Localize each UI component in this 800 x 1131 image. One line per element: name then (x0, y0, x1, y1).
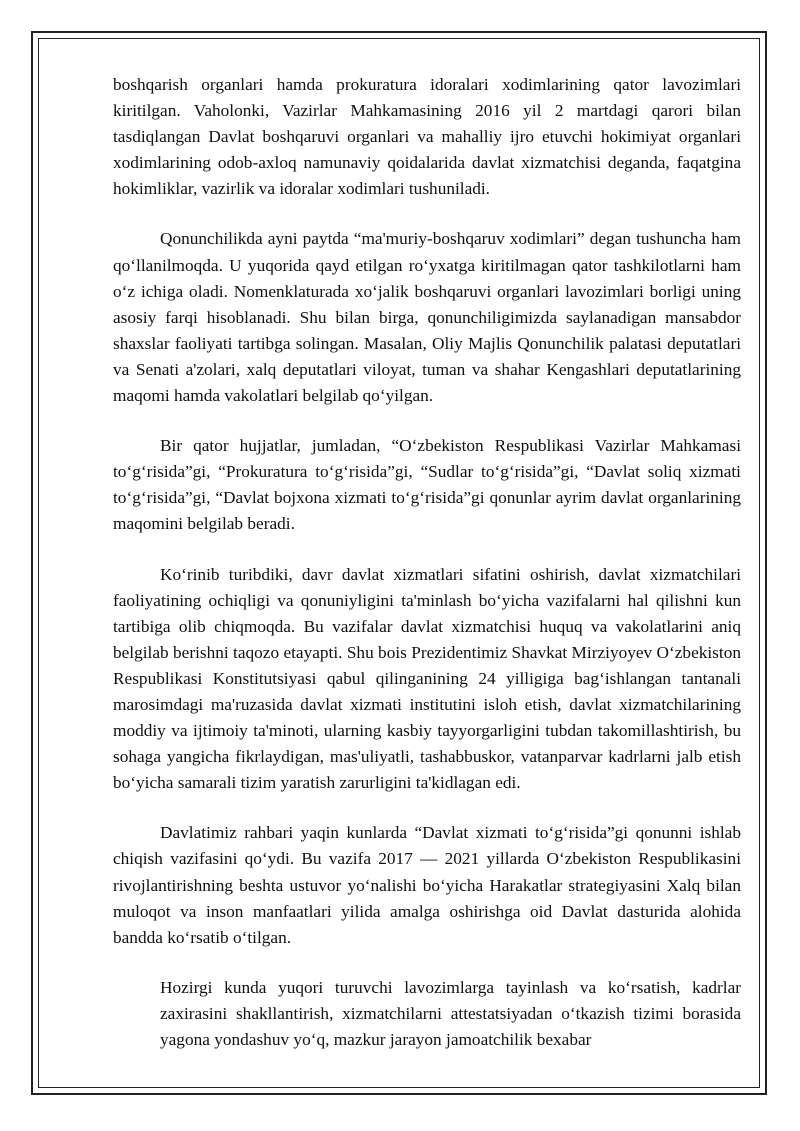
paragraph: Bir qator hujjatlar, jumladan, “O‘zbekiston Respublikasi Vazirlar Mahkamasi to‘g‘risida”gi, “Prokuratura to‘g‘risida”gi, “Sudlar to‘g‘risida”gi, “Davlat soliq xizmati to‘g‘risida”gi, “Davlat bojxona xizmati to‘g‘risida”gi qonunlar ayrim davlat organlarining maqomini belgilab beradi. (113, 436, 741, 534)
paragraph: Ko‘rinib turibdiki, davr davlat xizmatlari sifatini oshirish, davlat xizmatchilari faoliyatining ochiqligi va qonuniyligini ta'minlash bo‘yicha vazifalarni hal qilishni kun tartibiga olib chiqmoqda. Bu vazifalar davlat xizmatchisi huquq va vakolatlarini aniq belgilab berishni taqozo etayapti. Shu bois Prezidentimiz Shavkat Mirziyoyev O‘zbekiston Respublikasi Konstitutsiyasi qabul qilinganining 24 yilligiga bag‘ishlangan tantanali marosimdagi ma'ruzasida davlat xizmati institutini isloh etish, davlat xizmatchilarining moddiy va ijtimoiy ta'minoti, ularning kasbiy tayyorgarligini tubdan takomillashtirish, bu sohaga yangicha fikrlaydigan, mas'uliyatli, tashabbuskor, vatanparvar kadrlarni jalb etish bo‘yicha samarali tizim yaratish zarurligini ta'kidlagan edi. (113, 564, 741, 793)
paragraph: Qonunchilikda ayni paytda “ma'muriy-boshqaruv xodimlari” degan tushuncha ham qo‘llanilmoqda. U yuqorida qayd etilgan ro‘yxatga kiritilmagan qator tashkilotlarni ham o‘z ichiga oladi. Nomenklaturada xo‘jalik boshqaruvi organlari lavozimlari borligi uning asosiy farqi hisoblanadi. Shu bilan birga, qonunchiligimizda saylanadigan mansabdor shaxslar faoliyati tartibga solingan. Masalan, Oliy Majlis Qonunchilik palatasi deputatlari va Senati a'zolari, xalq deputatlari viloyat, tuman va shahar Kengashlari deputatlarining maqomi hamda vakolatlari belgilab qo‘yilgan. (113, 229, 741, 406)
paragraph: Hozirgi kunda yuqori turuvchi lavozimlarga tayinlash va ko‘rsatish, kadrlar zaxirasini shakllantirish, xizmatchilarni attestatsiyadan o‘tkazish tizimi borasida yagona yondashuv yo‘q, mazkur jarayon jamoatchilik bexabar (160, 977, 741, 1049)
document-body (113, 72, 741, 1053)
paragraph: boshqarish organlari hamda prokuratura idoralari xodimlarining qator lavozimlari kiritilgan. Vaholonki, Vazirlar Mahkamasining 2016 yil 2 martdagi qarori bilan tasdiqlangan Davlat boshqaruvi organlari va mahalliy ijro etuvchi hokimiyat organlari xodimlarining odob-axloq namunaviy qoidalarida davlat xizmatchisi deganda, faqatgina hokimliklar, vazirlik va idoralar xodimlari tushuniladi. (113, 75, 741, 199)
paragraph: Davlatimiz rahbari yaqin kunlarda “Davlat xizmati to‘g‘risida”gi qonunni ishlab chiqish vazifasini qo‘ydi. Bu vazifa 2017 — 2021 yillarda O‘zbekiston Respublikasini rivojlantirishning beshta ustuvor yo‘nalishi bo‘yicha Harakatlar strategiyasini Xalq bilan muloqot va inson manfaatlari yilida amalga oshirishga oid Davlat dasturida alohida bandda ko‘rsatib o‘tilgan. (113, 823, 741, 947)
